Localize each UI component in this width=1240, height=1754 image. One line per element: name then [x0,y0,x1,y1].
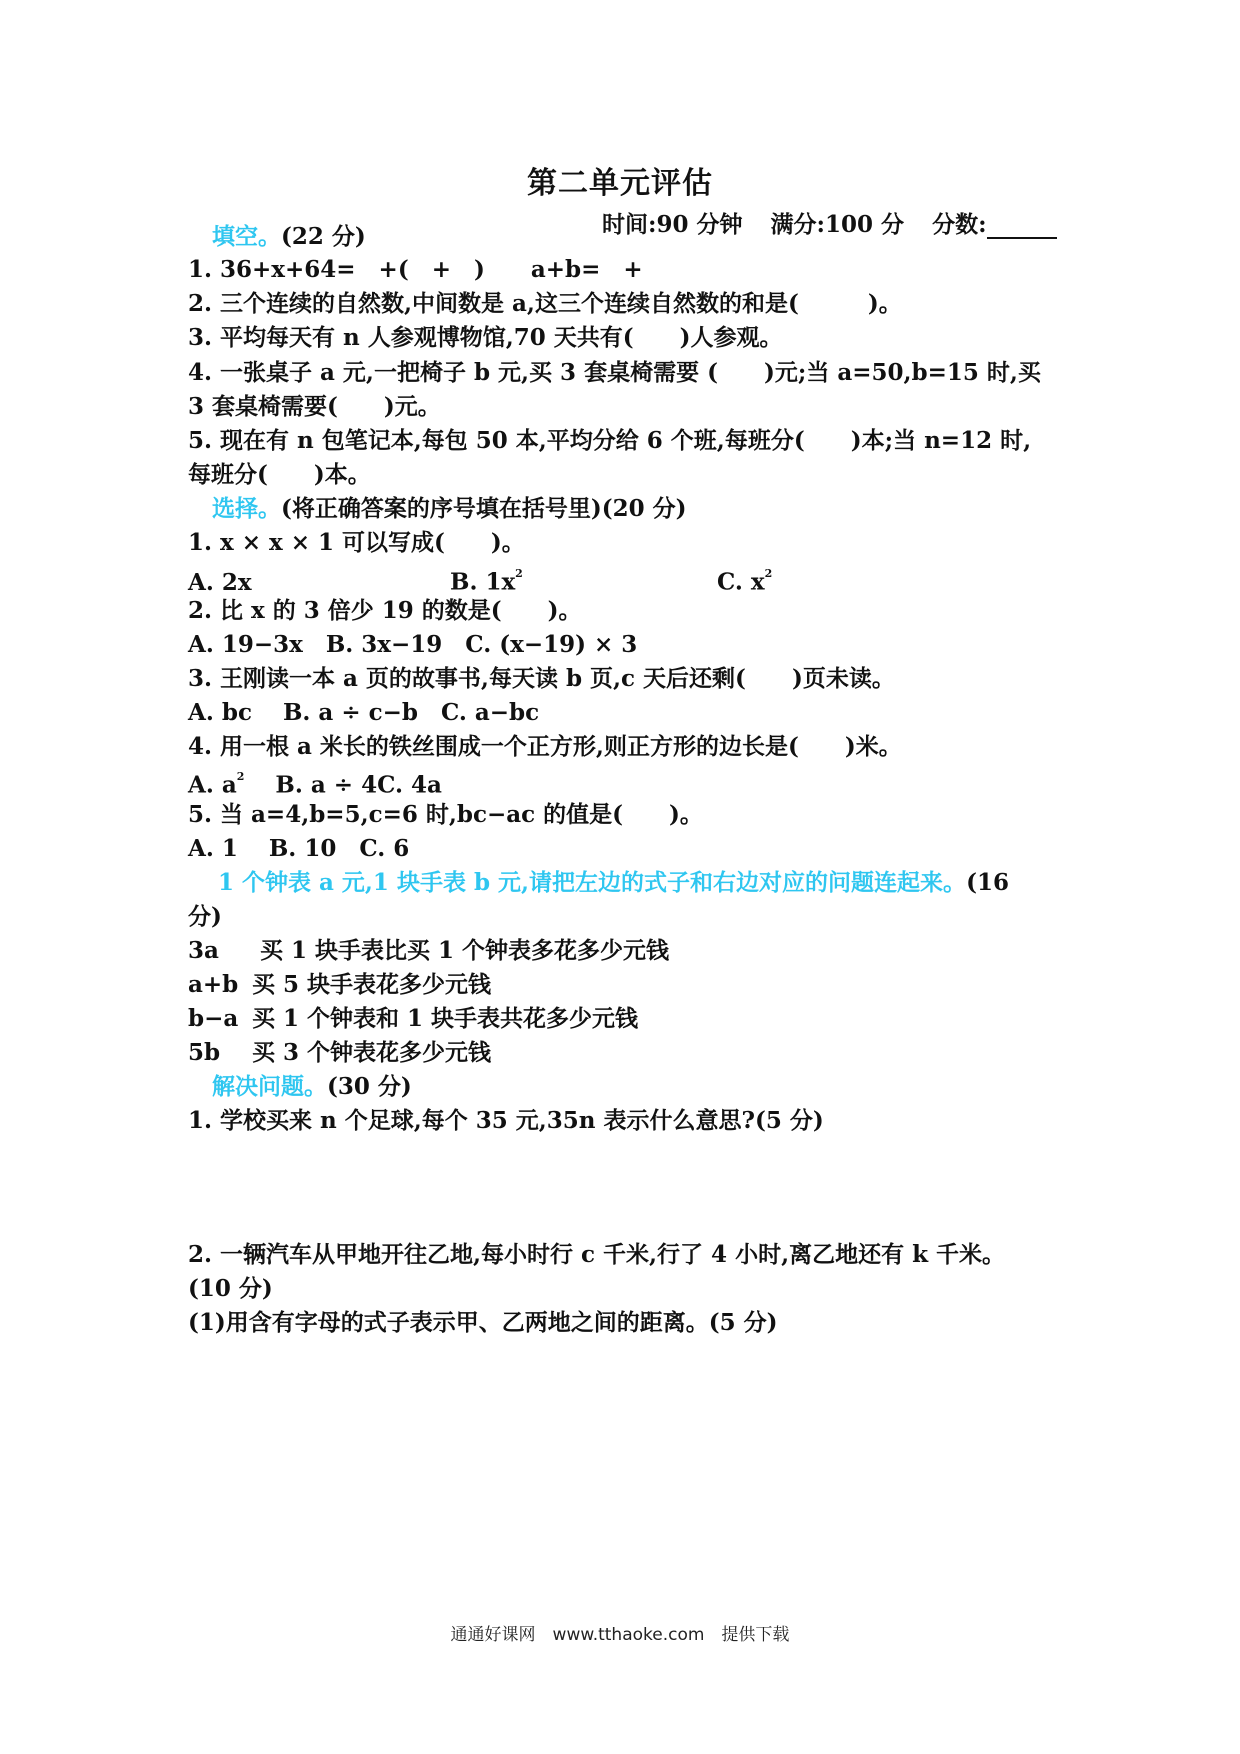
s2-q2-options: A. 19−3x B. 3x−19 C. (x−19) × 3 [188,631,638,658]
exam-meta [602,206,1077,239]
score-label: 分数: [932,211,1077,238]
s1-question-5-cont: 每班分( )本。 [188,461,371,488]
page-title: 第二单元评估 [527,166,713,201]
s2-q1-option-c: C. $x^2$ [717,567,773,596]
score-blank [987,215,1057,239]
s1-question-4-cont: 3 套桌椅需要( )元。 [188,393,441,420]
s1-question-5: 5. 现在有 n 包笔记本,每包 50 本,平均分给 6 个班,每班分( )本;当 n=12 时, [188,427,1032,454]
s2-question-5: 5. 当 a=4,b=5,c=6 时,bc−ac 的值是( )。 [188,801,703,828]
section-4-heading: 解决问题。(30 分) [212,1073,412,1100]
s4-question-2-cont: (10 分) [188,1275,273,1302]
s2-question-3: 3. 王刚读一本 a 页的故事书,每天读 b 页,c 天后还剩( )页未读。 [188,665,895,692]
match-row [188,968,491,1002]
match-question: 买 5 块手表花多少元钱 [252,971,492,998]
match-question: 买 3 个钟表花多少元钱 [252,1039,492,1066]
match-row [188,1036,491,1070]
s2-q1-option-b: B. $1x^2$ [450,567,523,596]
time-label: 时间:90 分钟 [602,211,743,238]
footer-credit: 通通好课网 www.tthaoke.com 提供下载 [450,1625,790,1645]
s2-question-1: 1. x × x × 1 可以写成( )。 [188,529,525,556]
s2-q3-options: A. bc B. a ÷ c−b C. a−bc [188,699,540,726]
section-3-heading-cont: 分) [188,903,222,930]
s4-question-2-part-1: (1)用含有字母的式子表示甲、乙两地之间的距离。(5 分) [188,1309,778,1336]
s2-q1-option-a: A. 2x [188,568,252,596]
s2-q4-options: A. $a^2$ B. a ÷ 4C. 4a [188,770,442,799]
match-question: 买 1 个钟表和 1 块手表共花多少元钱 [252,1005,639,1032]
s1-question-1: 1. 36+x+64= +( + ) a+b= + [188,256,643,283]
section-3-heading: 1 个钟表 a 元,1 块手表 b 元,请把左边的式子和右边对应的问题连起来。(16 [218,869,1009,896]
match-expression: b−a [188,1005,239,1032]
match-question: 买 1 块手表比买 1 个钟表多花多少元钱 [260,937,670,964]
section-1-heading: 填空。(22 分) [212,223,366,250]
match-expression: 5b [188,1039,221,1066]
s4-question-2: 2. 一辆汽车从甲地开往乙地,每小时行 c 千米,行了 4 小时,离乙地还有 k 千米。 [188,1241,1006,1268]
s4-question-1: 1. 学校买来 n 个足球,每个 35 元,35n 表示什么意思?(5 分) [188,1107,824,1134]
match-expression: 3a [188,937,219,964]
section-2-heading: 选择。(将正确答案的序号填在括号里)(20 分) [212,495,687,522]
match-row [188,934,669,968]
s1-question-4: 4. 一张桌子 a 元,一把椅子 b 元,买 3 套桌椅需要 ( )元;当 a=50,b=15 时,买 [188,359,1041,386]
s2-question-2: 2. 比 x 的 3 倍少 19 的数是( )。 [188,597,582,624]
match-expression: a+b [188,971,239,998]
full-score-label: 满分:100 分 [770,211,905,238]
match-row [188,1002,638,1036]
s1-question-2: 2. 三个连续的自然数,中间数是 a,这三个连续自然数的和是( )。 [188,290,902,317]
s2-q5-options: A. 1 B. 10 C. 6 [188,835,410,862]
s2-question-4: 4. 用一根 a 米长的铁丝围成一个正方形,则正方形的边长是( )米。 [188,733,902,760]
s1-question-3: 3. 平均每天有 n 人参观博物馆,70 天共有( )人参观。 [188,324,783,351]
